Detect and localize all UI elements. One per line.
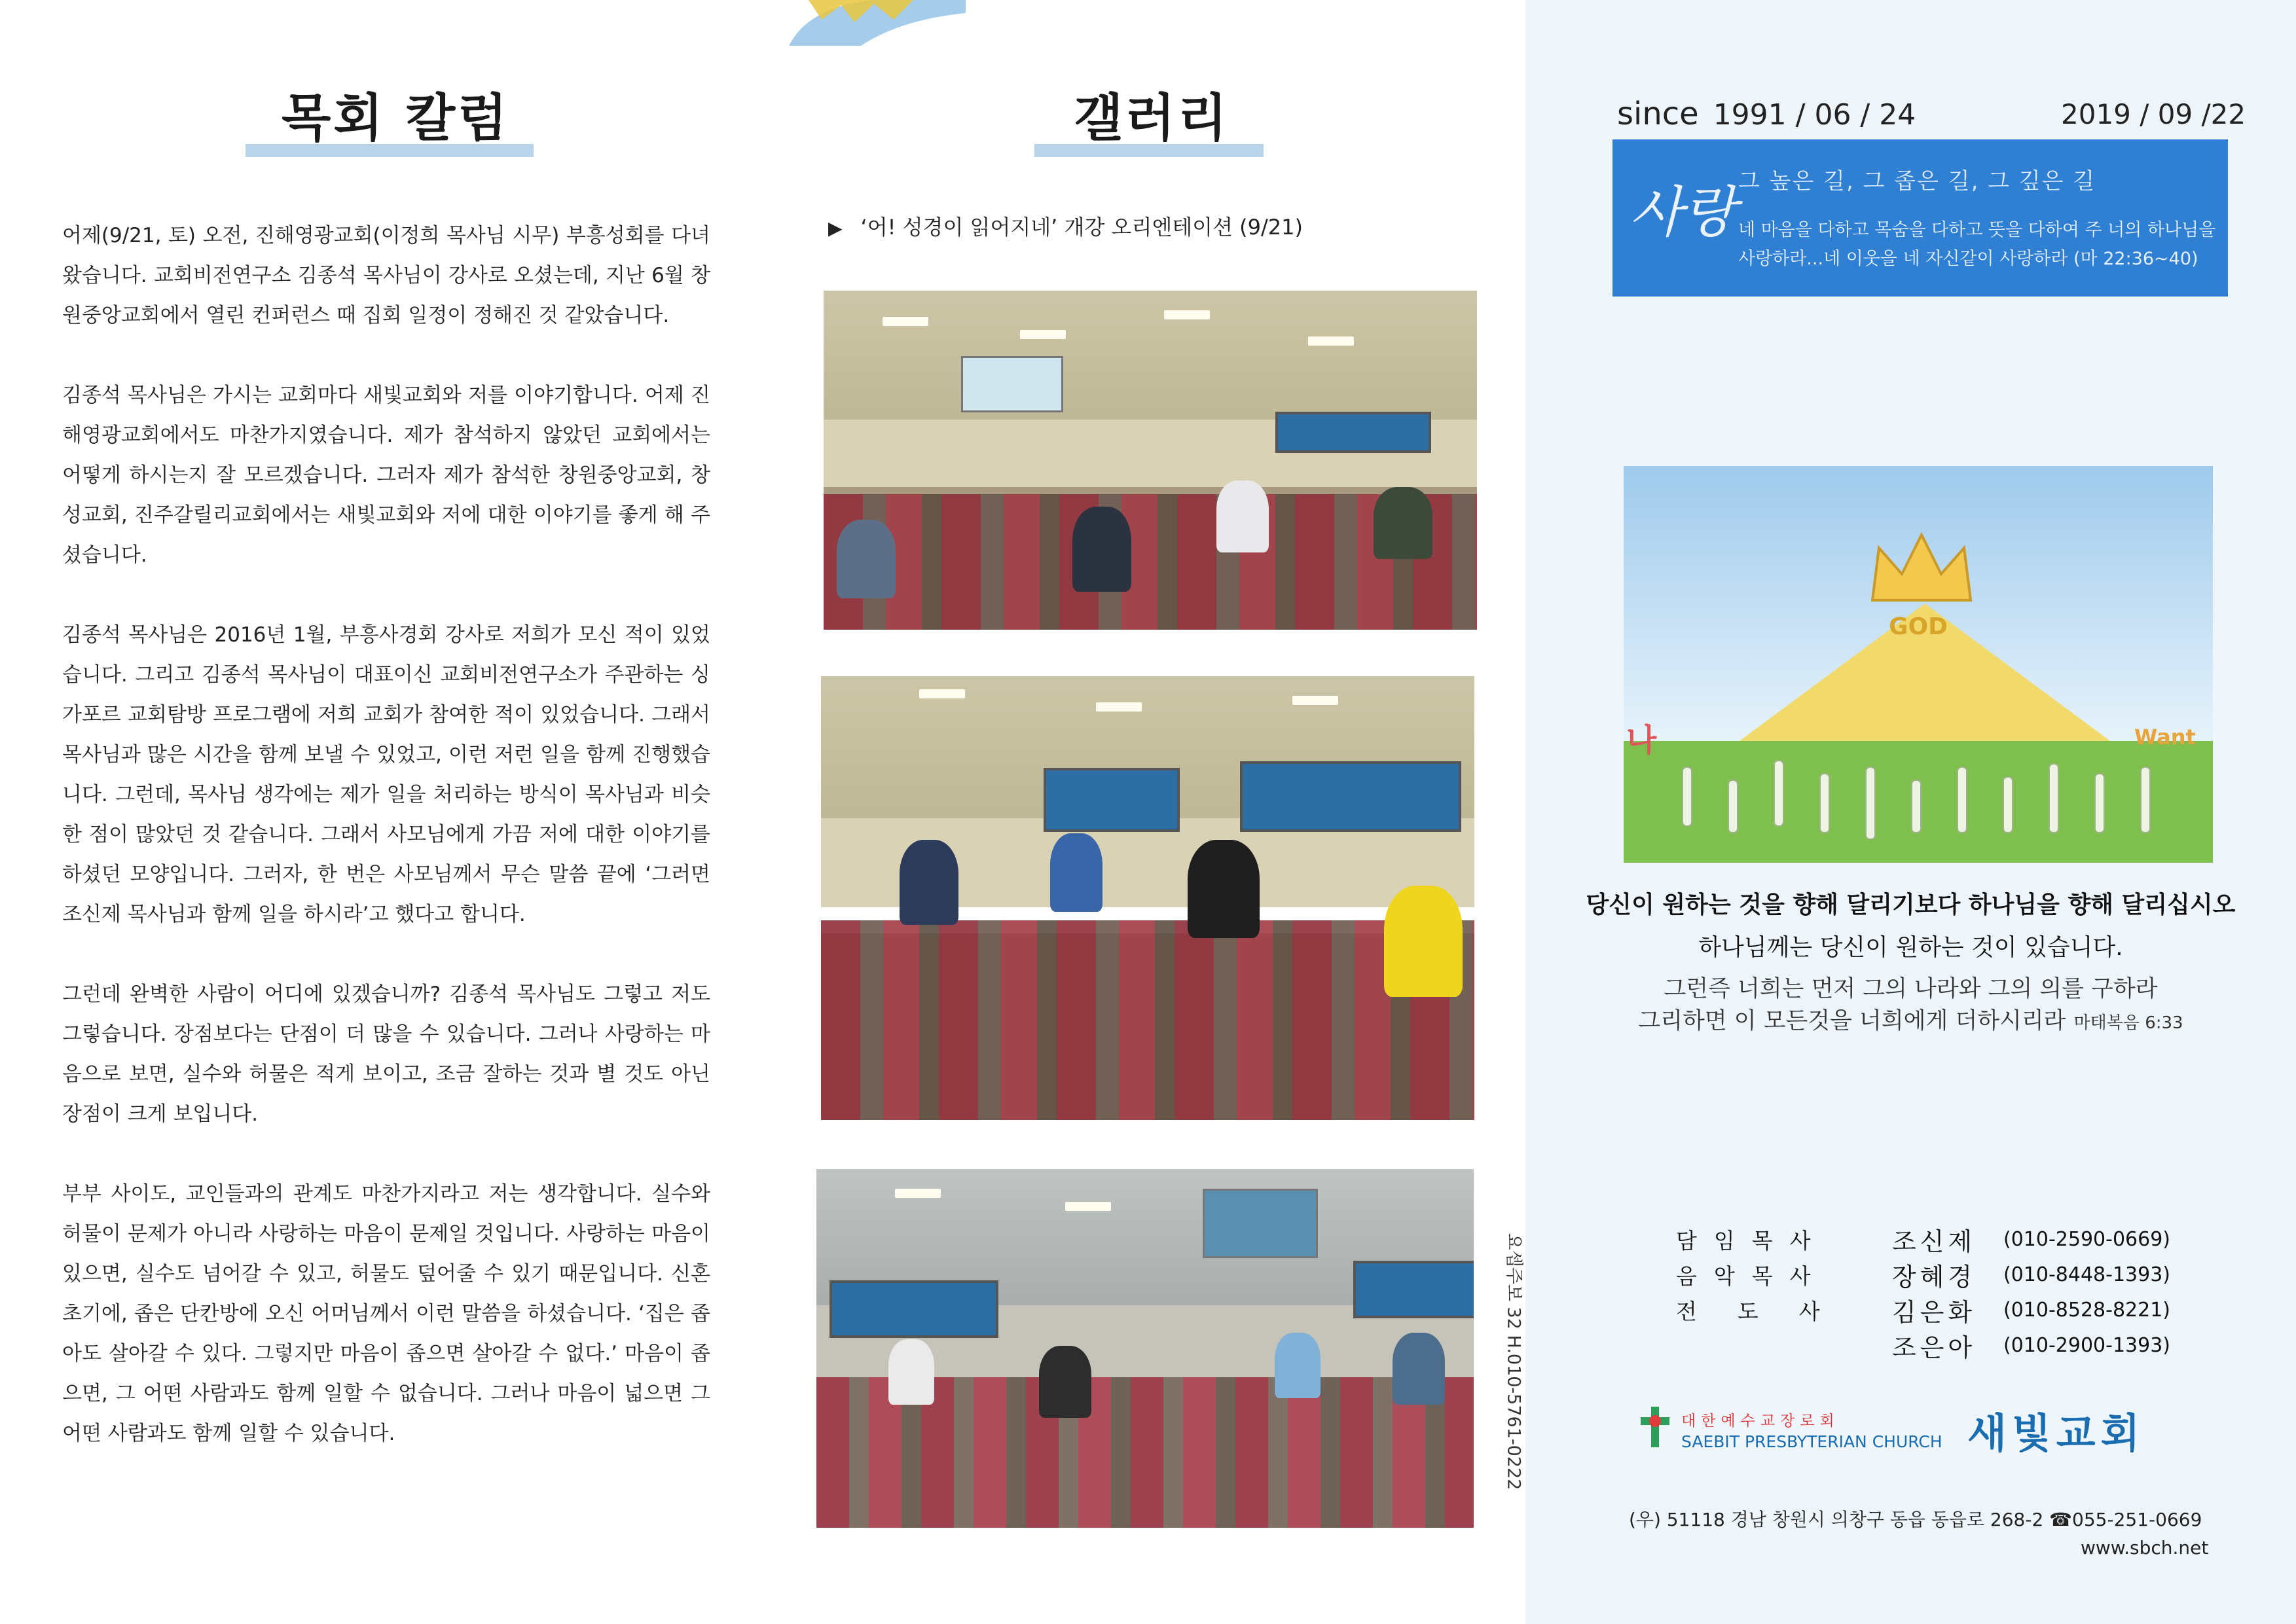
gallery-photo-3: [816, 1169, 1474, 1528]
love-line-3: 사랑하라...네 이웃을 네 자신같이 사랑하라 (마 22:36~40): [1738, 249, 2198, 269]
message-line-4-text: 그리하면 이 모든것을 너희에게 더하시리라: [1638, 1008, 2066, 1034]
since-date: 1991 / 06 / 24: [1713, 98, 1916, 132]
church-address: (우) 51118 경남 창원시 의창구 동읍 동읍로 268-2 ☎055-251-0669: [1629, 1509, 2202, 1530]
message-line-4: [1525, 1003, 2296, 1036]
since-label: [1617, 96, 1916, 132]
message-line-2: 하나님께는 당신이 원하는 것이 있습니다.: [1698, 934, 2123, 961]
love-line-1: 그 높은 길, 그 좁은 길, 그 깊은 길: [1738, 168, 2096, 194]
god-label: GOD: [1889, 613, 1948, 640]
gallery-title: 갤러리: [1074, 89, 1230, 148]
message-line-3: 그런즉 너희는 먼저 그의 나라와 그의 의를 구하라: [1664, 976, 2158, 1002]
play-arrow-icon: ▶: [828, 217, 843, 239]
gallery-photo-2: [821, 676, 1474, 1120]
love-line-2: 네 마음을 다하고 목숨을 다하고 뜻을 다하여 주 너의 하나님을: [1738, 220, 2216, 240]
me-label: 나: [1626, 722, 1657, 759]
staff-row: [1676, 1327, 2170, 1363]
staff-phone: (010-8528-8221): [2003, 1298, 2171, 1322]
love-banner: [1613, 139, 2228, 297]
column-paragraph: 김종석 목사님은 2016년 1월, 부흥사경회 강사로 저희가 모신 적이 있었습니다. 그리고 김종석 목사님이 대표이신 교회비전연구소가 주관하는 싱가포르 교회탐방 프로그램에 저희 교회가 참여한 적이 있었습니다. 그래서 목사님과 많은 시간을 함께 보낼 수 있었고, 이런 저런 일을 함께 진행했습니다. 그런데, 목사님 생각에는 제가 일을 처리하는 방식이 목사님과 비슷한 점이 많았던 것 같습니다. 그래서 사모님에게 가끔 저에 대한 이야기를 하셨던 모양입니다. 그러자, 한 번은 사모님께서 무슨 말씀 끝에 ‘그러면 조신제 목사님과 함께 일을 하시라’고 했다고 합니다.: [62, 623, 710, 926]
love-word: 사랑: [1630, 180, 1736, 244]
church-website[interactable]: www.sbch.net: [2081, 1537, 2209, 1559]
crown-badge-graphic: [782, 0, 966, 46]
gallery-photo-1: [824, 291, 1477, 630]
vertical-note-text: 요셉주보 32 H.010-5761-0222: [1503, 1233, 1524, 1490]
church-name: 새빛교회: [1967, 1409, 2145, 1457]
staff-role: 음악목사: [1676, 1263, 1828, 1289]
staff-phone: (010-2900-1393): [2003, 1333, 2171, 1357]
staff-name: 조은아: [1892, 1333, 1977, 1362]
issue-date: 2019 / 09 /22: [2061, 98, 2246, 130]
church-english-name: SAEBIT PRESBYTERIAN CHURCH: [1681, 1432, 1942, 1451]
church-denomination: 대한예수교장로회: [1681, 1413, 1840, 1430]
staff-phone: (010-2590-0669): [2003, 1227, 2171, 1251]
staff-list: [1676, 1221, 2170, 1363]
since-word: since: [1617, 96, 1699, 132]
staff-role: 전도사: [1676, 1298, 1861, 1324]
staff-name: 김은화: [1892, 1297, 1977, 1327]
column-paragraph: 김종석 목사님은 가시는 교회마다 새빛교회와 저를 이야기합니다. 어제 진해영광교회에서도 마찬가지였습니다. 제가 참석하지 않았던 교회에서는 어떻게 하시는지 잘 모르겠습니다. 그러자 제가 참석한 창원중앙교회, 창성교회, 진주갈릴리교회에서는 새빛교회와 저에 대한 이야기를 좋게 해 주셨습니다.: [62, 384, 710, 567]
gallery-caption-text: ‘어! 성경이 읽어지네’ 개강 오리엔테이션 (9/21): [860, 215, 1303, 240]
cover-illustration: [1624, 466, 2213, 863]
message-ref: 마태복음 6:33: [2073, 1013, 2183, 1033]
column-panel: [0, 0, 759, 1624]
column-paragraph: 부부 사이도, 교인들과의 관계도 마찬가지라고 저는 생각합니다. 실수와 허물이 문제가 아니라 사랑하는 마음이 문제일 것입니다. 사랑하는 마음이 있으면, 실수도 넘어갈 수 있고, 허물도 덮어줄 수 있기 때문입니다. 신혼 초기에, 좁은 단칸방에 오신 어머님께서 이런 말씀을 하셨습니다. ‘집은 좁아도 살아갈 수 있다. 그렇지만 마음이 좁으면 살아갈 수 없다.’ 마음이 좁으면, 그 어떤 사람과도 함께 일할 수 없습니다. 그러나 마음이 넓으면 그 어떤 사람과도 함께 일할 수 있습니다.: [62, 1182, 710, 1445]
gallery-caption: [828, 211, 1303, 241]
staff-row: [1676, 1292, 2170, 1327]
staff-name: 조신제: [1892, 1227, 1977, 1256]
message-line-1: 당신이 원하는 것을 향해 달리기보다 하나님을 향해 달리십시오: [1586, 892, 2236, 918]
column-paragraph: 어제(9/21, 토) 오전, 진해영광교회(이정희 목사님 시무) 부흥성회를 다녀왔습니다. 교회비전연구소 김종석 목사님이 강사로 오셨는데, 지난 6월 창원중앙교회에서 열린 컨퍼런스 때 집회 일정이 정해진 것 같았습니다.: [62, 224, 710, 327]
staff-role: 담임목사: [1676, 1227, 1828, 1254]
staff-name: 장혜경: [1892, 1262, 1977, 1291]
column-title: 목회 칼럼: [282, 89, 510, 148]
staff-phone: (010-8448-1393): [2003, 1263, 2171, 1286]
cactus-field-graphic: [1624, 728, 2213, 863]
crown-icon: [1866, 528, 1977, 607]
column-body: [62, 216, 710, 1494]
church-logo-icon: [1637, 1404, 1673, 1450]
staff-row: [1676, 1257, 2170, 1292]
want-label: Want: [2134, 725, 2196, 749]
column-paragraph: 그런데 완벽한 사람이 어디에 있겠습니까? 김종석 목사님도 그렇고 저도 그렇습니다. 장점보다는 단점이 더 많을 수 있습니다. 그러나 사랑하는 마음으로 보면, 실수와 허물은 적게 보이고, 조금 잘하는 것과 별 것도 아닌 장점이 크게 보입니다.: [62, 983, 710, 1126]
staff-row: [1676, 1221, 2170, 1257]
